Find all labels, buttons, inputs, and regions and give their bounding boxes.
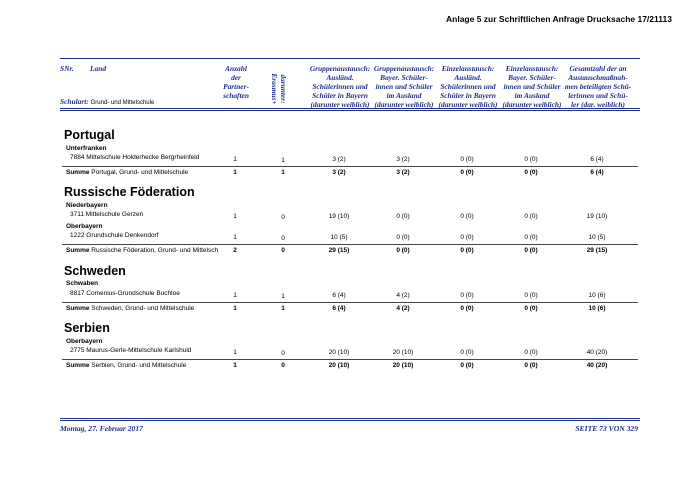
- cell-group-in: 19 (10): [328, 213, 350, 220]
- header-col1-line: Schülerinnen und: [312, 82, 368, 91]
- region-heading: Oberbayern: [66, 223, 103, 230]
- cell-group-out: 0 (0): [396, 213, 410, 220]
- school-name: 3711 Mittelschule Gerzen: [70, 211, 144, 218]
- cell-group-out: 20 (10): [392, 349, 414, 356]
- sum-group-out: 0 (0): [396, 247, 410, 254]
- cell-partnerships: 1: [233, 234, 237, 241]
- header-col4-line: Einzelaustausch:: [505, 64, 559, 73]
- sum-total: 10 (6): [588, 305, 606, 312]
- header-col2-line: Gruppenaustausch:: [373, 64, 435, 73]
- header-erasmus-line: Erasmus+: [270, 73, 279, 105]
- document-reference: Anlage 5 zur Schriftlichen Anfrage Drucksache 17/21113: [446, 14, 672, 24]
- header-anzahl-line: der: [231, 73, 241, 82]
- sum-group-in: 3 (2): [332, 169, 346, 176]
- header-col3-line: (darunter weiblich): [438, 100, 498, 109]
- cell-group-out: 4 (2): [396, 292, 410, 299]
- sum-text: Serbien, Grund- und Mittelschule: [91, 362, 187, 369]
- cell-single-in: 0 (0): [460, 349, 474, 356]
- sum-erasmus: 1: [281, 169, 285, 176]
- header-col4: [498, 64, 566, 109]
- sum-text: Russische Föderation, Grund- und Mittelsch: [91, 247, 219, 254]
- cell-total: 40 (20): [586, 349, 608, 356]
- sum-single-out: 0 (0): [524, 169, 538, 176]
- header-anzahl-line: Partner-: [223, 82, 249, 91]
- sum-erasmus: 0: [281, 362, 285, 369]
- cell-erasmus: 0: [281, 214, 285, 221]
- cell-total: 6 (4): [590, 156, 604, 163]
- header-col1: [306, 64, 374, 109]
- sum-rule: [62, 244, 638, 245]
- sum-single-in: 0 (0): [460, 169, 474, 176]
- sum-total: 29 (15): [586, 247, 608, 254]
- header-col5-line: Gesamtzahl der an: [569, 64, 627, 73]
- sum-group-in: 6 (4): [332, 305, 346, 312]
- country-heading: Portugal: [64, 128, 115, 142]
- cell-group-in: 20 (10): [328, 349, 350, 356]
- sum-group-in: 20 (10): [328, 362, 350, 369]
- cell-erasmus: 1: [281, 293, 285, 300]
- school-name: 1222 Grundschule Denkendorf: [70, 232, 159, 239]
- sum-label: [66, 362, 186, 369]
- cell-partnerships: 1: [233, 213, 237, 220]
- header-col3-line: Schüler in Bayern: [440, 91, 496, 100]
- header-col2-line: Bayer. Schüler-: [380, 73, 428, 82]
- sum-total: 40 (20): [586, 362, 608, 369]
- cell-single-in: 0 (0): [460, 213, 474, 220]
- header-snr: SNr.: [60, 64, 74, 73]
- sum-keyword: Summe: [66, 247, 90, 254]
- cell-single-out: 0 (0): [524, 292, 538, 299]
- header-anzahl: [215, 64, 257, 100]
- header-anzahl-line: Anzahl: [225, 64, 247, 73]
- cell-group-in: 3 (2): [332, 156, 346, 163]
- cell-erasmus: 0: [281, 235, 285, 242]
- country-heading: Russische Föderation: [64, 185, 195, 199]
- sum-group-out: 20 (10): [392, 362, 414, 369]
- cell-erasmus: 1: [281, 157, 285, 164]
- sum-single-in: 0 (0): [460, 362, 474, 369]
- header-schulart-value: Grund- und Mittelschule: [90, 100, 155, 106]
- cell-group-in: 10 (5): [330, 234, 348, 241]
- sum-group-in: 29 (15): [328, 247, 350, 254]
- sum-rule: [62, 166, 638, 167]
- header-col5: [560, 64, 636, 109]
- footer-page-number: SEITE 73 VON 329: [575, 424, 638, 433]
- region-heading: Oberbayern: [66, 338, 103, 345]
- header-erasmus-text: [270, 73, 288, 104]
- header-col2: [370, 64, 438, 109]
- header-land: Land: [90, 64, 107, 73]
- header-bottom-rule: [60, 108, 640, 111]
- sum-group-out: 4 (2): [396, 305, 410, 312]
- header-top-rule: [60, 58, 640, 59]
- cell-single-in: 0 (0): [460, 156, 474, 163]
- cell-single-in: 0 (0): [460, 234, 474, 241]
- header-col3: [434, 64, 502, 109]
- footer-rule: [60, 418, 640, 421]
- header-col2-line: innen und Schüler: [375, 82, 433, 91]
- sum-single-out: 0 (0): [524, 247, 538, 254]
- header-col2-line: (darunter weiblich): [374, 100, 434, 109]
- country-heading: Schweden: [64, 264, 126, 278]
- sum-single-in: 0 (0): [460, 247, 474, 254]
- header-col1-line: (darunter weiblich): [310, 100, 370, 109]
- sum-text: Portugal, Grund- und Mittelschule: [91, 169, 189, 176]
- sum-partnerships: 2: [233, 247, 237, 254]
- header-col2-line: im Ausland: [386, 91, 422, 100]
- cell-total: 10 (5): [588, 234, 606, 241]
- school-name: 7884 Mittelschule Holderhecke Bergrheinfeld: [70, 154, 200, 161]
- region-heading: Unterfranken: [66, 145, 107, 152]
- cell-single-out: 0 (0): [524, 349, 538, 356]
- cell-partnerships: 1: [233, 349, 237, 356]
- region-heading: Niederbayern: [66, 202, 108, 209]
- sum-single-out: 0 (0): [524, 305, 538, 312]
- sum-keyword: Summe: [66, 169, 90, 176]
- header-anzahl-line: schaften: [223, 91, 249, 100]
- cell-group-out: 3 (2): [396, 156, 410, 163]
- school-name: 8817 Comenius-Grundschule Buchloe: [70, 290, 180, 297]
- sum-rule: [62, 302, 638, 303]
- sum-label: [66, 169, 188, 176]
- header-col5-line: ler (dar. weiblich): [571, 100, 625, 109]
- sum-label: [66, 247, 218, 254]
- sum-partnerships: 1: [233, 305, 237, 312]
- header-schulart: [60, 97, 154, 106]
- header-col4-line: innen und Schüler: [503, 82, 561, 91]
- header-erasmus: [263, 72, 295, 106]
- cell-partnerships: 1: [233, 292, 237, 299]
- header-col4-line: (darunter weiblich): [502, 100, 562, 109]
- sum-text: Schweden, Grund- und Mittelschule: [91, 305, 195, 312]
- sum-group-out: 3 (2): [396, 169, 410, 176]
- cell-single-out: 0 (0): [524, 156, 538, 163]
- sum-partnerships: 1: [233, 362, 237, 369]
- header-col1-line: Ausländ.: [326, 73, 354, 82]
- header-col5-line: lerinnen und Schü-: [568, 91, 628, 100]
- sum-label: [66, 305, 194, 312]
- cell-erasmus: 0: [281, 350, 285, 357]
- sum-partnerships: 1: [233, 169, 237, 176]
- sum-rule: [62, 359, 638, 360]
- header-col5-line: men beteiligten Schü-: [564, 82, 632, 91]
- header-col1-line: Schüler in Bayern: [312, 91, 368, 100]
- header-col3-line: Schülerinnen und: [440, 82, 496, 91]
- header-schulart-label: Schulart:: [60, 97, 89, 106]
- cell-single-out: 0 (0): [524, 234, 538, 241]
- header-col4-line: Bayer. Schüler-: [508, 73, 556, 82]
- header-col4-line: im Ausland: [514, 91, 550, 100]
- country-heading: Serbien: [64, 321, 110, 335]
- cell-single-in: 0 (0): [460, 292, 474, 299]
- sum-single-out: 0 (0): [524, 362, 538, 369]
- footer-date: Montag, 27. Februar 2017: [60, 424, 143, 433]
- sum-keyword: Summe: [66, 362, 90, 369]
- header-col3-line: Einzelaustausch:: [441, 64, 495, 73]
- header-col3-line: Ausländ.: [454, 73, 482, 82]
- sum-total: 6 (4): [590, 169, 604, 176]
- cell-single-out: 0 (0): [524, 213, 538, 220]
- header-col5-line: Austauschmaßnah-: [568, 73, 628, 82]
- cell-partnerships: 1: [233, 156, 237, 163]
- header-col1-line: Gruppenaustausch:: [309, 64, 371, 73]
- region-heading: Schwaben: [66, 280, 99, 287]
- sum-erasmus: 1: [281, 305, 285, 312]
- sum-erasmus: 0: [281, 247, 285, 254]
- cell-group-in: 6 (4): [332, 292, 346, 299]
- school-name: 2775 Maurus-Gerle-Mittelschule Karlshuld: [70, 347, 192, 354]
- sum-keyword: Summe: [66, 305, 90, 312]
- cell-total: 10 (6): [588, 292, 606, 299]
- header-erasmus-line: darunter:: [279, 74, 288, 104]
- sum-single-in: 0 (0): [460, 305, 474, 312]
- cell-total: 19 (10): [586, 213, 608, 220]
- cell-group-out: 0 (0): [396, 234, 410, 241]
